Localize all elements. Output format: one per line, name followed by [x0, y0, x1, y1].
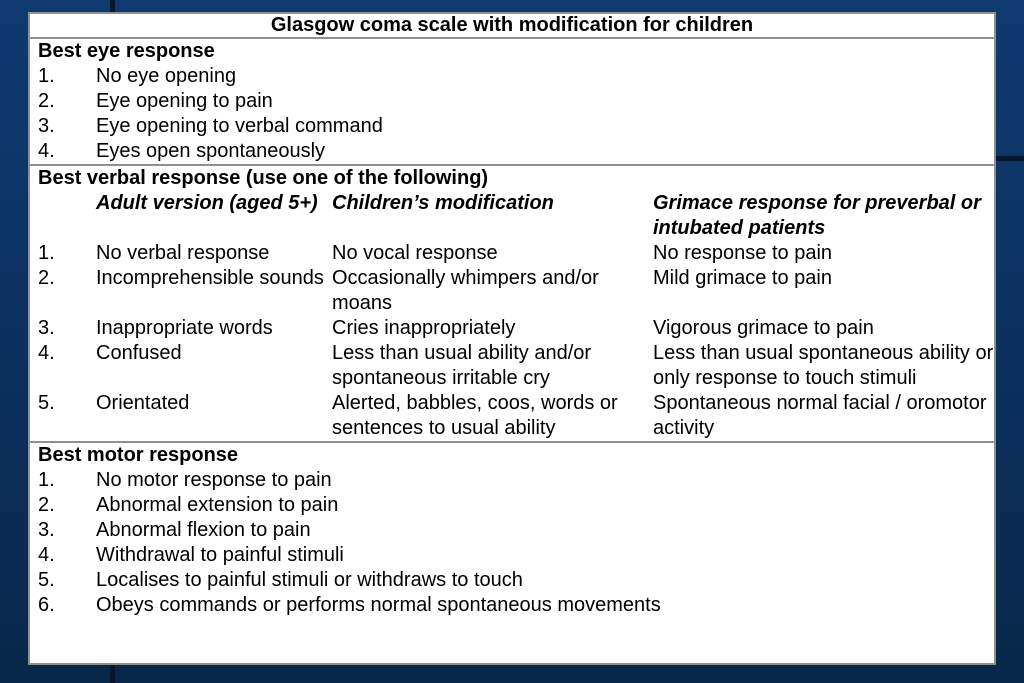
adult-cell: Inappropriate words	[96, 317, 273, 339]
list-item	[38, 468, 994, 493]
item-number: 3.	[38, 317, 55, 339]
children-cell: No vocal response	[332, 242, 498, 264]
item-text: Abnormal flexion to pain	[96, 519, 311, 541]
adult-cell: Orientated	[96, 392, 190, 414]
item-number: 2.	[38, 494, 55, 516]
adult-cell: No verbal response	[96, 242, 270, 264]
item-text: Eye opening to verbal command	[96, 115, 383, 137]
list-item	[38, 593, 994, 618]
list-item	[38, 543, 994, 568]
list-item	[38, 64, 994, 89]
table-title: Glasgow coma scale with modification for children	[30, 14, 994, 39]
adult-cell: Confused	[96, 342, 182, 364]
motor-response-heading: Best motor response	[38, 444, 239, 466]
verbal-response-heading: Best verbal response (use one of the following)	[38, 167, 489, 189]
table-row	[38, 266, 994, 316]
grimace-cell: Vigorous grimace to pain	[653, 317, 874, 339]
item-number: 5.	[38, 569, 55, 591]
children-cell: Cries inappropriately	[332, 317, 516, 339]
column-header-children: Children’s modification	[332, 192, 554, 214]
children-cell: Occasionally whimpers and/or moans	[332, 267, 599, 314]
item-number: 1.	[38, 65, 55, 87]
eye-response-section	[30, 39, 994, 166]
verbal-response-section	[30, 166, 994, 443]
children-cell: Alerted, babbles, coos, words or sentences to usual ability	[332, 392, 618, 439]
list-item	[38, 89, 994, 114]
verbal-column-headers	[38, 191, 994, 241]
adult-cell: Incomprehensible sounds	[96, 267, 324, 289]
item-number: 2.	[38, 267, 55, 289]
item-number: 1.	[38, 242, 55, 264]
list-item	[38, 114, 994, 139]
background-horizontal-line	[996, 156, 1024, 161]
item-number: 1.	[38, 469, 55, 491]
children-cell: Less than usual ability and/or spontaneous irritable cry	[332, 342, 592, 389]
grimace-cell: No response to pain	[653, 242, 833, 264]
list-item	[38, 493, 994, 518]
list-item	[38, 139, 994, 164]
gcs-table	[28, 12, 996, 665]
list-item	[38, 568, 994, 593]
eye-response-heading: Best eye response	[38, 40, 215, 62]
item-number: 3.	[38, 115, 55, 137]
grimace-cell: Spontaneous normal facial / oromotor activity	[653, 392, 987, 439]
item-text: Withdrawal to painful stimuli	[96, 544, 344, 566]
item-number: 3.	[38, 519, 55, 541]
item-text: Eye opening to pain	[96, 90, 273, 112]
item-text: Abnormal extension to pain	[96, 494, 339, 516]
item-number: 4.	[38, 342, 55, 364]
item-text: No eye opening	[96, 65, 237, 87]
item-text: Obeys commands or performs normal spontaneous movements	[96, 594, 661, 616]
table-row	[38, 391, 994, 441]
motor-response-section	[30, 443, 994, 618]
list-item	[38, 518, 994, 543]
grimace-cell: Less than usual spontaneous ability or only response to touch stimuli	[653, 342, 994, 389]
item-text: No motor response to pain	[96, 469, 332, 491]
item-number: 5.	[38, 392, 55, 414]
table-row	[38, 241, 994, 266]
column-header-adult: Adult version (aged 5+)	[96, 192, 318, 214]
item-text: Eyes open spontaneously	[96, 140, 326, 162]
grimace-cell: Mild grimace to pain	[653, 267, 832, 289]
item-number: 6.	[38, 594, 55, 616]
table-row	[38, 341, 994, 391]
column-header-grimace: Grimace response for preverbal or intubated patients	[653, 192, 981, 239]
table-row	[38, 316, 994, 341]
item-number: 4.	[38, 544, 55, 566]
item-text: Localises to painful stimuli or withdraws to touch	[96, 569, 523, 591]
item-number: 4.	[38, 140, 55, 162]
item-number: 2.	[38, 90, 55, 112]
